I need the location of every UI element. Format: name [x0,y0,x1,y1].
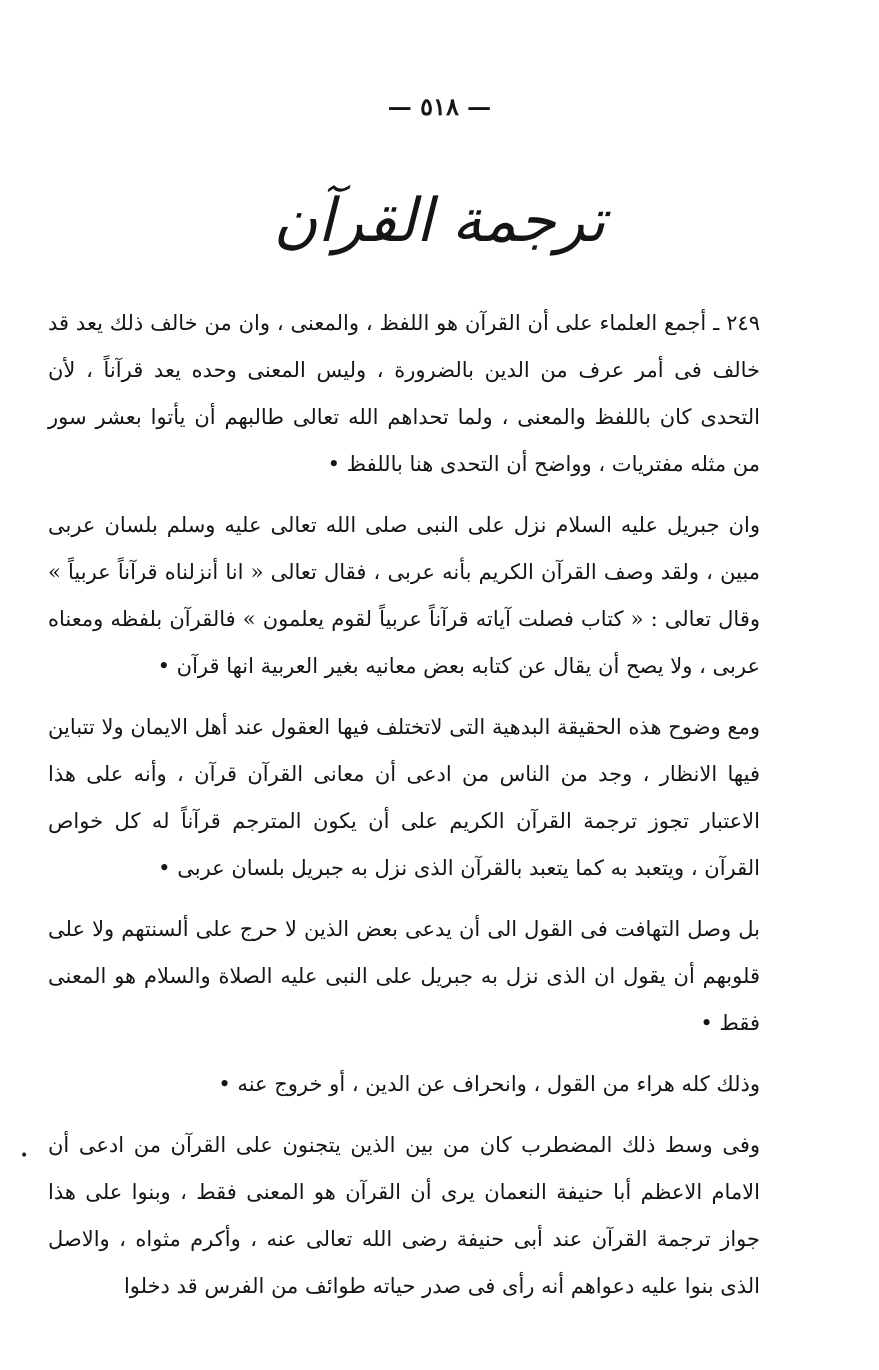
page-number: — ٥١٨ — [387,92,492,121]
paragraph-jibril: وان جبريل عليه السلام نزل على النبى صلى الله تعالى عليه وسلم بلسان عربى مبين ، ولقد وصف القرآن الكريم بأنه عربى ، فقال تعالى « انا أنزلناه قرآناً عربياً » وقال تعالى : « كتاب فصلت آياته قرآناً عربياً لقوم يعلمون » فالقرآن بلفظه ومعناه عربى ، ولا يصح أن يقال عن كتابه بعض معانيه بغير العربية انها قرآن • [48,513,760,678]
paragraph-clarity: ومع وضوح هذه الحقيقة البدهية التى لاتختلف فيها العقول عند أهل الايمان ولا تتباين فيها الانظار ، وجد من الناس من ادعى أن معانى القرآن قرآن ، وأنه على هذا الاعتبار تجوز ترجمة القرآن الكريم على أن يكون المترجم قرآناً له كل خواص القرآن ، ويتعبد به كما يتعبد بالقرآن الذى نزل به جبريل بلسان عربى • [48,715,760,880]
paragraph-nonsense: وذلك كله هراء من القول ، وانحراف عن الدين ، أو خروج عنه • [218,1072,760,1096]
margin-mark: • [20,1148,29,1164]
paragraph-abu-hanifa: وفى وسط ذلك المضطرب كان من بين الذين يتجنون على القرآن من ادعى أن الامام الاعظم أبا حنيفة النعمان يرى أن القرآن هو المعنى فقط ، وبنوا على هذا جواز ترجمة القرآن عند أبى حنيفة رضى الله تعالى عنه ، وأكرم مثواه ، والاصل الذى بنوا عليه دعواهم أنه رأى فى صدر حياته طوائف من الفرس قد دخلوا [48,1133,760,1298]
chapter-title: ترجمة القرآن [273,186,606,256]
paragraph-incoherence: بل وصل التهافت فى القول الى أن يدعى بعض الذين لا حرج على ألسنتهم ولا على قلوبهم أن يقول ان الذى نزل به جبريل على النبى عليه الصلاة والسلام هو المعنى فقط • [48,917,760,1035]
paragraph-249: ٢٤٩ ـ أجمع العلماء على أن القرآن هو اللفظ ، والمعنى ، وان من خالف ذلك يعد قد خالف فى أمر عرف من الدين بالضرورة ، وليس المعنى وحده يعد قرآناً ، لأن التحدى كان باللفظ والمعنى ، ولما تحداهم الله تعالى طالبهم أن يأتوا بعشر سور من مثله مفتريات ، وواضح أن التحدى هنا باللفظ • [48,311,760,476]
body-text [48,300,760,1324]
